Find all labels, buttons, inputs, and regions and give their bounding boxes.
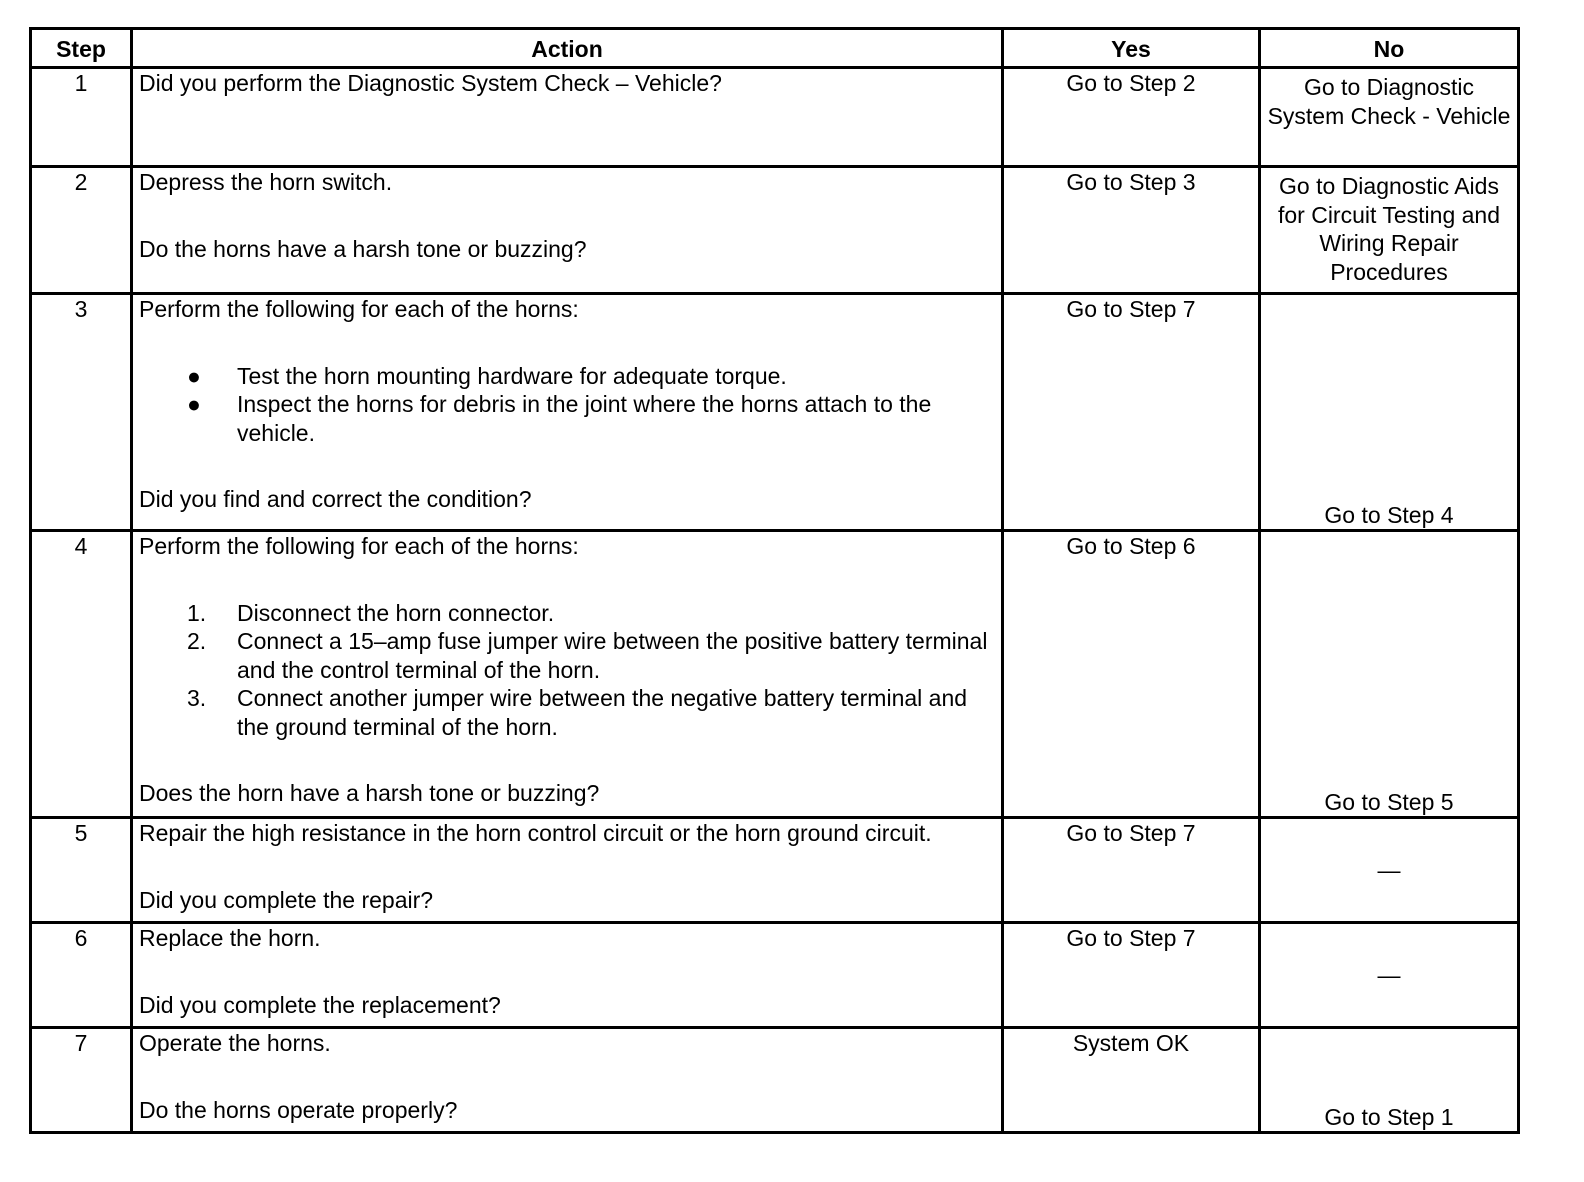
action-question: Do the horns have a harsh tone or buzzing?	[139, 235, 587, 262]
action-question: Did you find and correct the condition?	[139, 486, 532, 512]
action-cell	[132, 818, 1003, 923]
action-question: Did you complete the repair?	[139, 886, 434, 913]
action-cell	[132, 294, 1003, 531]
no-cell: —	[1260, 923, 1519, 1028]
action-text: Perform the following for each of the horns:	[139, 533, 579, 559]
action-cell	[132, 923, 1003, 1028]
no-cell: Go to Diagnostic Aids for Circuit Testing and Wiring Repair Procedures	[1260, 167, 1519, 294]
step-number: 3	[31, 294, 132, 531]
step-number: 5	[31, 818, 132, 923]
yes-cell: Go to Step 3	[1003, 167, 1260, 294]
action-text: Did you perform the Diagnostic System Check – Vehicle?	[139, 70, 722, 96]
header-yes: Yes	[1003, 29, 1260, 68]
action-question: Do the horns operate properly?	[139, 1096, 458, 1123]
action-question: Did you complete the replacement?	[139, 991, 501, 1018]
header-no: No	[1260, 29, 1519, 68]
bullet-list	[139, 362, 995, 448]
table-row	[31, 818, 1519, 923]
step-number: 2	[31, 167, 132, 294]
table-row	[31, 294, 1519, 531]
action-cell	[132, 1028, 1003, 1133]
bullet-icon: ●	[187, 391, 201, 417]
step-number: 6	[31, 923, 132, 1028]
yes-cell: Go to Step 7	[1003, 923, 1260, 1028]
list-item: ● Inspect the horns for debris in the joint where the horns attach to the vehicle.	[187, 391, 932, 446]
action-cell	[132, 167, 1003, 294]
no-cell: Go to Step 1	[1260, 1028, 1519, 1133]
list-item: ● Test the horn mounting hardware for adequate torque.	[187, 362, 787, 389]
list-item: 1. Disconnect the horn connector.	[187, 599, 555, 626]
table-row	[31, 1028, 1519, 1133]
step-number: 1	[31, 68, 132, 167]
action-question: Does the horn have a harsh tone or buzzing?	[139, 780, 600, 806]
header-step: Step	[31, 29, 132, 68]
table-row	[31, 68, 1519, 167]
table-row	[31, 923, 1519, 1028]
list-item: 3. Connect another jumper wire between the negative battery terminal and the ground terminal of the horn.	[187, 685, 968, 740]
yes-cell: Go to Step 2	[1003, 68, 1260, 167]
action-text: Operate the horns.	[139, 1030, 331, 1056]
yes-cell: System OK	[1003, 1028, 1260, 1133]
table-row	[31, 531, 1519, 818]
yes-cell: Go to Step 7	[1003, 294, 1260, 531]
list-item: 2. Connect a 15–amp fuse jumper wire between the positive battery terminal and the control terminal of the horn.	[187, 628, 988, 683]
no-cell: Go to Step 4	[1260, 294, 1519, 531]
action-text: Replace the horn.	[139, 925, 321, 951]
header-action: Action	[132, 29, 1003, 68]
yes-cell: Go to Step 7	[1003, 818, 1260, 923]
no-cell: Go to Step 5	[1260, 531, 1519, 818]
table-header-row	[31, 29, 1519, 68]
diagnostic-table	[29, 27, 1520, 1134]
numbered-list	[139, 599, 995, 742]
action-cell	[132, 531, 1003, 818]
action-text: Repair the high resistance in the horn control circuit or the horn ground circuit.	[139, 820, 932, 846]
bullet-icon: ●	[187, 362, 201, 389]
action-text: Depress the horn switch.	[139, 169, 393, 195]
action-cell	[132, 68, 1003, 167]
table-row	[31, 167, 1519, 294]
step-number: 4	[31, 531, 132, 818]
action-text: Perform the following for each of the horns:	[139, 296, 579, 322]
yes-cell: Go to Step 6	[1003, 531, 1260, 818]
step-number: 7	[31, 1028, 132, 1133]
no-cell: —	[1260, 818, 1519, 923]
no-cell: Go to Diagnostic System Check - Vehicle	[1260, 68, 1519, 167]
